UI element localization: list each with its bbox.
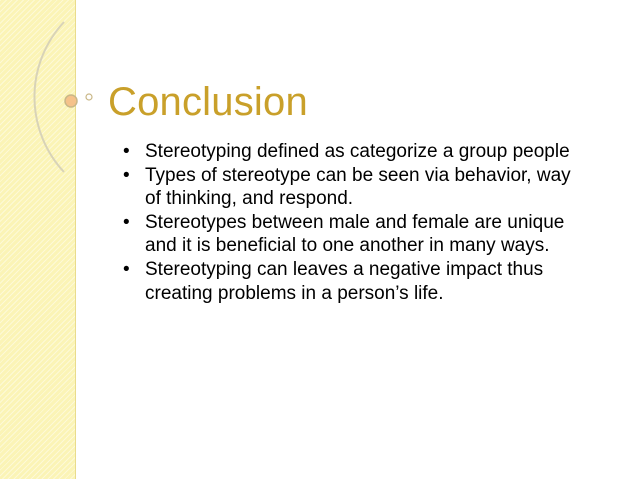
small-dot-icon xyxy=(86,94,92,100)
bullet-text: Types of stereotype can be seen via behavior, way of thinking, and respond. xyxy=(145,164,571,210)
bullet-glyph: • xyxy=(123,258,130,280)
slide-title: Conclusion xyxy=(108,80,308,124)
bullet-item xyxy=(121,140,581,164)
bullet-glyph: • xyxy=(123,164,130,186)
orange-dot-icon xyxy=(65,95,77,107)
bullet-text: Stereotyping defined as categorize a group people xyxy=(145,141,570,162)
bullet-text: Stereotyping can leaves a negative impact thus creating problems in a person’s life. xyxy=(145,258,544,304)
bullet-text: Stereotypes between male and female are unique and it is beneficial to one another in many ways. xyxy=(145,211,565,257)
bullet-item xyxy=(121,164,581,211)
bullet-list xyxy=(121,140,581,305)
bullet-glyph: • xyxy=(123,211,130,233)
bullet-item xyxy=(121,258,581,305)
bullet-item xyxy=(121,211,581,258)
bullet-glyph: • xyxy=(123,141,130,162)
